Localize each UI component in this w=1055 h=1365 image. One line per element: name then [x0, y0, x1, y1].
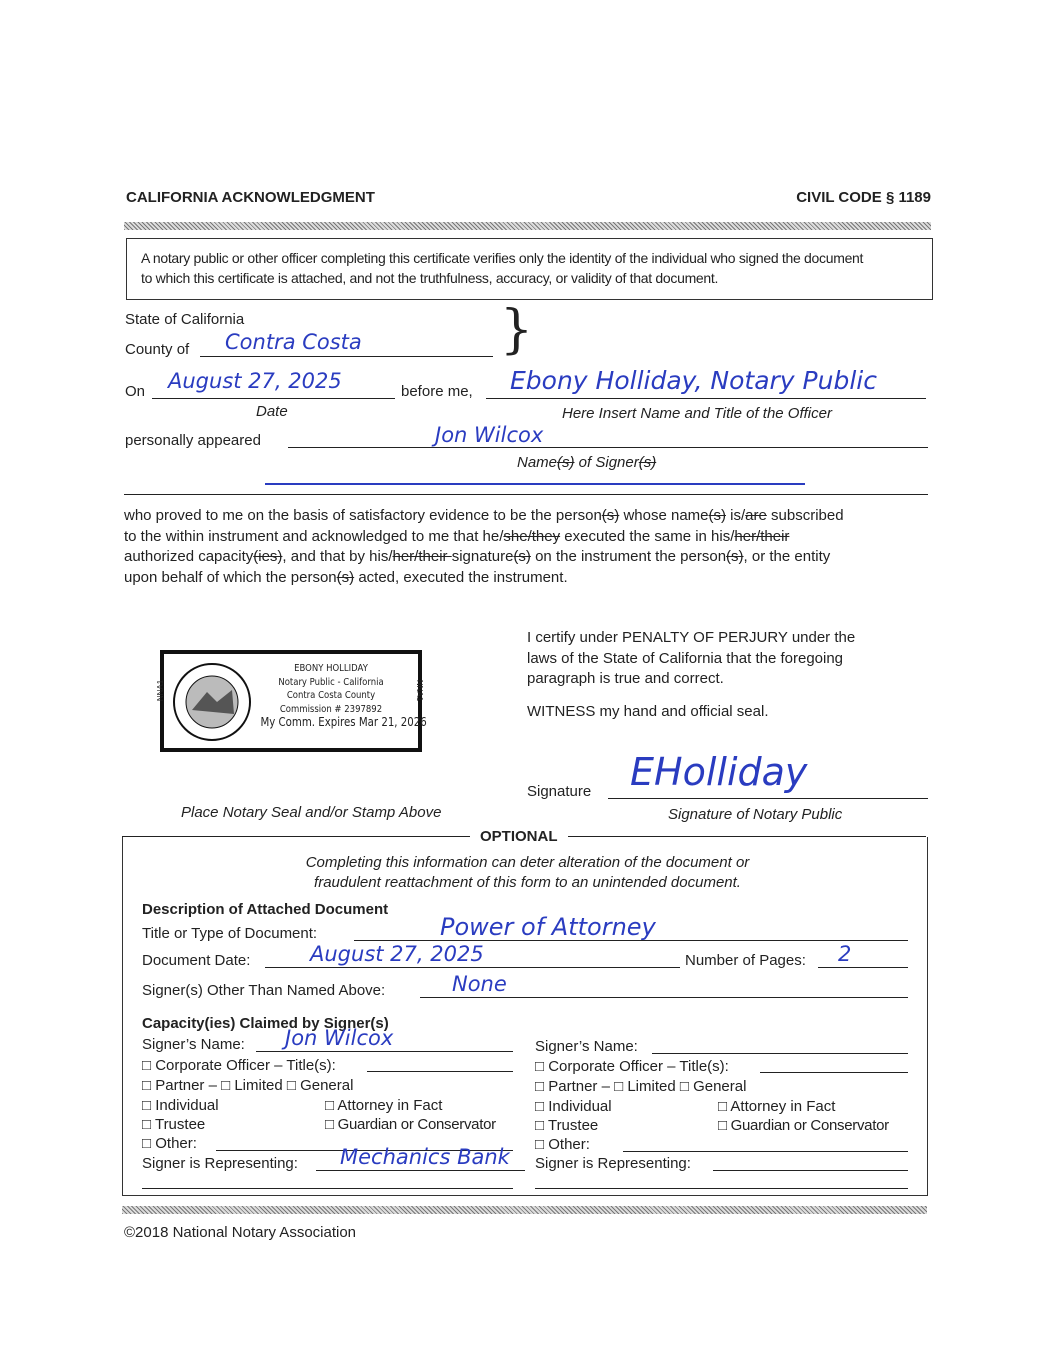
- guardian-checkbox[interactable]: □ Guardian or Conservator: [718, 1117, 889, 1134]
- stamp-side: NNA1: [414, 679, 424, 702]
- officer-caption: Here Insert Name and Title of the Officer: [562, 405, 832, 422]
- seal-caption: Place Notary Seal and/or Stamp Above: [181, 804, 442, 821]
- blank-line: [124, 494, 928, 495]
- desc-heading: Description of Attached Document: [142, 901, 389, 918]
- blank-line: [535, 1188, 908, 1189]
- appeared-label: personally appeared: [125, 432, 261, 449]
- county-value: Contra Costa: [225, 330, 362, 354]
- notice-line: to which this certificate is attached, and not the truthfulness, accuracy, or validity of that document.: [141, 270, 719, 286]
- appeared-line: [288, 447, 928, 448]
- state-label: State of California: [125, 311, 245, 328]
- officer-line: [486, 398, 926, 399]
- officer-value: Ebony Holliday, Notary Public: [510, 366, 877, 395]
- title-line: [760, 1072, 908, 1073]
- trustee-checkbox[interactable]: □ Trustee: [535, 1117, 599, 1134]
- individual-checkbox[interactable]: □ Individual: [142, 1097, 219, 1114]
- optional-title: OPTIONAL: [470, 828, 568, 845]
- notice-line: A notary public or other officer completing this certificate verifies only the identity of the individual who signed the document: [141, 250, 864, 266]
- other-line: [623, 1151, 908, 1152]
- signer-name-line: [652, 1053, 908, 1054]
- blank-line: [142, 1188, 513, 1189]
- others-label: Signer(s) Other Than Named Above:: [142, 982, 386, 999]
- individual-checkbox[interactable]: □ Individual: [535, 1098, 612, 1115]
- copyright: ©2018 National Notary Association: [124, 1224, 357, 1241]
- capacity-heading: Capacity(ies) Claimed by Signer(s): [142, 1015, 389, 1032]
- date-line: [152, 398, 395, 399]
- partner-checkbox[interactable]: □ Partner – □ Limited □ General: [142, 1077, 354, 1094]
- county-label: County of: [125, 341, 190, 358]
- doc-date-label: Document Date:: [142, 952, 251, 969]
- doc-title-label: Title or Type of Document:: [142, 925, 318, 942]
- signature-line: [608, 798, 928, 799]
- blue-pen-line: [265, 483, 805, 485]
- other-checkbox[interactable]: □ Other:: [142, 1135, 197, 1152]
- pages-label: Number of Pages:: [685, 952, 806, 969]
- representing-line: [713, 1170, 908, 1171]
- pages-line: [818, 967, 908, 968]
- signer-name-label: Signer’s Name:: [535, 1038, 638, 1055]
- before-me: before me,: [401, 383, 473, 400]
- date-caption: Date: [256, 403, 288, 420]
- representing-label: Signer is Representing:: [142, 1155, 298, 1172]
- date-value: August 27, 2025: [168, 369, 342, 393]
- guardian-checkbox[interactable]: □ Guardian or Conservator: [325, 1116, 496, 1133]
- notice-box: [126, 238, 933, 300]
- optional-intro: Completing this information can deter alteration of the document or fraudulent reattachment of this form to an unintended document.: [305, 854, 750, 891]
- partner-checkbox[interactable]: □ Partner – □ Limited □ General: [535, 1078, 747, 1095]
- signer-name-value: Jon Wilcox: [285, 1026, 394, 1050]
- stamp-title: Notary Public - California: [278, 676, 384, 688]
- other-checkbox[interactable]: □ Other:: [535, 1136, 590, 1153]
- trustee-checkbox[interactable]: □ Trustee: [142, 1116, 206, 1133]
- signer-value: Jon Wilcox: [435, 423, 544, 447]
- doc-date-value: August 27, 2025: [310, 942, 484, 966]
- signer-caption: Name(s) of Signer(s): [517, 454, 657, 471]
- proof-paragraph: who proved to me on the basis of satisfactory evidence to be the person(s) whose name(s) is/are subscribed to the within instrument and acknowledged to me that he/she/they executed the same in his/her/their authorized capacity(ies), and that by his/her/their signature(s) on the instrument the person(s), or the entity upon behalf of which the person(s) acted, executed the instrument.: [124, 507, 844, 586]
- representing-label: Signer is Representing:: [535, 1155, 691, 1172]
- doc-date-line: [265, 967, 680, 968]
- state-seal-icon: [172, 662, 252, 742]
- stamp-expires: My Comm. Expires Mar 21, 2026: [260, 715, 427, 729]
- others-line: [420, 997, 908, 998]
- signature-label: Signature: [527, 783, 592, 800]
- signer-name-label: Signer’s Name:: [142, 1036, 245, 1053]
- notary-signature: EHolliday: [630, 750, 808, 794]
- attorney-checkbox[interactable]: □ Attorney in Fact: [718, 1098, 836, 1115]
- on-label: On: [125, 383, 146, 400]
- attorney-checkbox[interactable]: □ Attorney in Fact: [325, 1097, 443, 1114]
- corporate-officer-checkbox[interactable]: □ Corporate Officer – Title(s):: [535, 1058, 729, 1075]
- brace: }: [500, 300, 534, 360]
- stamp-side: NNA1: [156, 679, 166, 702]
- civil-code: CIVIL CODE § 1189: [796, 189, 931, 206]
- doc-title-value: Power of Attorney: [440, 913, 656, 941]
- representing-value: Mechanics Bank: [340, 1145, 510, 1169]
- county-line: [200, 356, 493, 357]
- stamp-name: EBONY HOLLIDAY: [294, 663, 368, 674]
- signature-caption: Signature of Notary Public: [668, 806, 843, 823]
- pages-value: 2: [838, 942, 852, 966]
- certify-text: I certify under PENALTY OF PERJURY under the laws of the State of California that the foregoing paragraph is true and correct.: [527, 629, 856, 687]
- stamp-county: Contra Costa County: [286, 690, 376, 701]
- witness-text: WITNESS my hand and official seal.: [527, 703, 769, 720]
- divider: [124, 222, 931, 230]
- title-line: [367, 1071, 513, 1072]
- notary-stamp: [156, 650, 427, 752]
- signer-name-line: [256, 1051, 513, 1052]
- divider: [122, 1206, 927, 1214]
- corporate-officer-checkbox[interactable]: □ Corporate Officer – Title(s):: [142, 1057, 336, 1074]
- stamp-commission: Commission # 2397892: [279, 703, 383, 715]
- others-value: None: [452, 972, 507, 996]
- representing-line: [316, 1170, 525, 1171]
- form-title: CALIFORNIA ACKNOWLEDGMENT: [126, 189, 375, 206]
